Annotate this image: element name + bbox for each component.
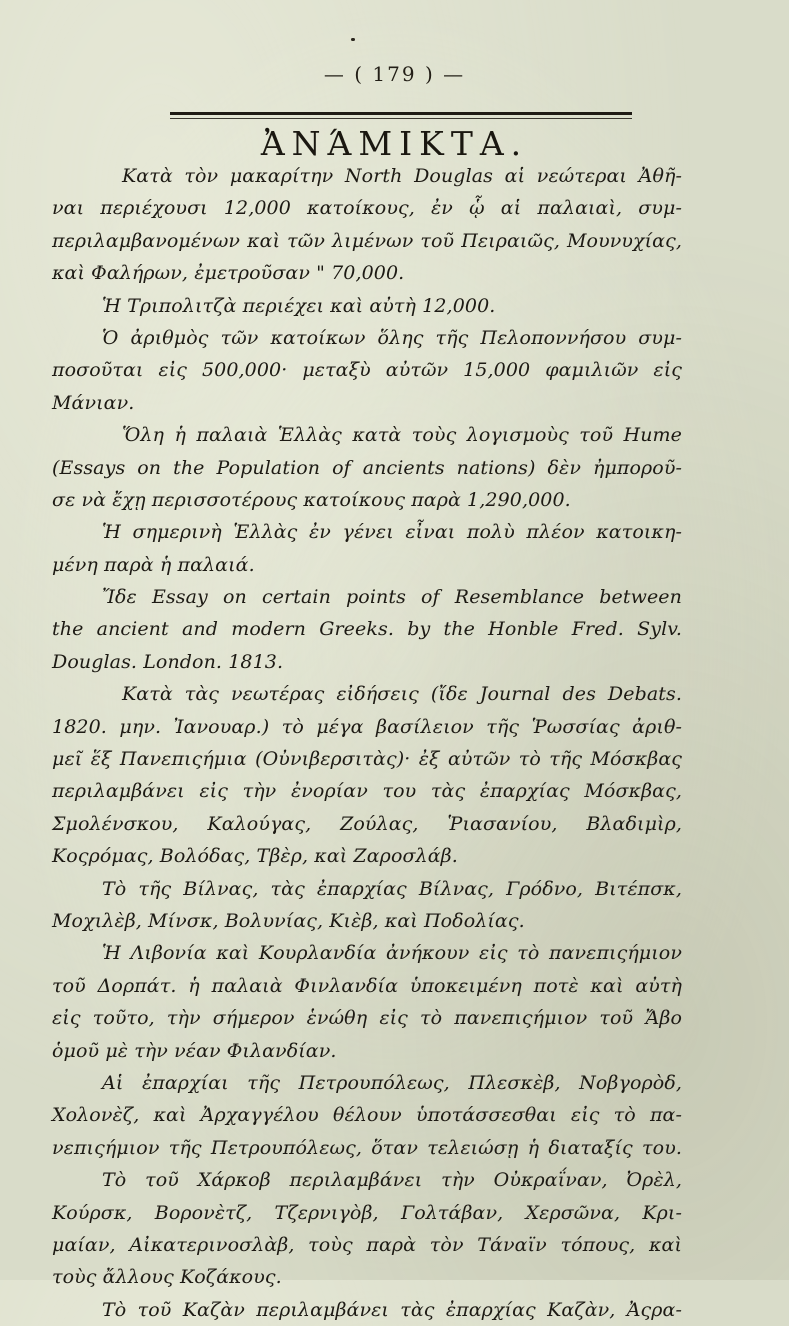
text-line: εἰς τοῦτο, τὴν σήμερον ἑνώθη εἰς τὸ πανεπιςήμιον τοῦ Ἄβο: [52, 1007, 682, 1030]
text-line: the ancient and modern Greeks. by the Honble Fred. Sylv.: [52, 618, 682, 641]
section-title: ἈΝΆΜΙΚΤΑ.: [260, 124, 529, 163]
text-line: ναι περιέχουσι 12,000 κατοίκους, ἐν ᾧ αἱ παλαιαὶ, συμ-: [52, 197, 682, 220]
text-line: Σμολένσκου, Καλούγας, Ζούλας, Ῥιασανίου, Βλαδιμὶρ,: [52, 812, 682, 835]
text-line: Ἴδε Essay on certain points of Resemblance between: [102, 586, 682, 609]
text-line: μαίαν, Αἰκατερινοσλὰβ, τοὺς παρὰ τὸν Τάναϊν τόπους, καὶ: [52, 1233, 682, 1256]
header-rule: [170, 112, 632, 115]
text-line: (Essays on the Population of ancients nations) δὲν ἠμποροῦ-: [52, 456, 682, 479]
text-line: Ὁ ἀριθμὸς τῶν κατοίκων ὅλης τῆς Πελοποννήσου συμ-: [102, 326, 682, 349]
text-line: Μοχιλὲβ, Μίνσκ, Βολυνίας, Κιὲβ, καὶ Ποδολίας.: [52, 909, 525, 932]
text-line: Κούρσκ, Βορονὲτζ, Τζερνιγὸβ, Γολτάβαν, Χερσῶνα, Κρι-: [52, 1201, 682, 1224]
text-line: Ὅλη ἡ παλαιὰ Ἑλλὰς κατὰ τοὺς λογισμοὺς τοῦ Hume: [122, 424, 682, 447]
text-line: Χολονὲζ, καὶ Ἀρχαγγέλου θέλουν ὑποτάσσεσθαι εἰς τὸ πα-: [52, 1104, 682, 1127]
text-line: τοὺς ἄλλους Κοζάκους.: [52, 1266, 282, 1289]
text-line: Τὸ τῆς Βίλνας, τὰς ἐπαρχίας Βίλνας, Γρόδνο, Βιτέπσκ,: [102, 877, 682, 900]
text-line: Κοςρόμας, Βολόδας, Τβὲρ, καὶ Ζαροσλάβ.: [52, 845, 458, 868]
text-line: Ἡ Λιβονία καὶ Κουρλανδία ἀνήκουν εἰς τὸ πανεπιςήμιον: [102, 942, 682, 965]
body-text: [52, 160, 682, 1326]
text-line: σε νὰ ἔχῃ περισσοτέρους κατοίκους παρὰ 1,290,000.: [52, 488, 571, 511]
text-line: περιλαμβανομένων καὶ τῶν λιμένων τοῦ Πειραιῶς, Μουνυχίας,: [52, 229, 682, 252]
text-line: νεπιςήμιον τῆς Πετρουπόλεως, ὅταν τελειώσῃ ἡ διαταξίς του.: [52, 1136, 682, 1159]
ink-speck: [351, 38, 355, 41]
text-line: Ἡ σημερινὴ Ἑλλὰς ἐν γένει εἶναι πολὺ πλέον κατοικη-: [102, 521, 682, 544]
text-line: καὶ Φαλήρων, ἐμετροῦσαν " 70,000.: [52, 262, 405, 285]
text-line: Τὸ τοῦ Χάρκοβ περιλαμβάνει τὴν Οὐκραΐναν, Ὀρὲλ,: [102, 1169, 682, 1192]
text-line: Μάνιαν.: [52, 391, 135, 414]
text-line: Ἡ Τριπολιτζὰ περιέχει καὶ αὐτὴ 12,000.: [102, 294, 496, 317]
text-line: τοῦ Δορπάτ. ἡ παλαιὰ Φινλανδία ὑποκειμένη ποτὲ καὶ αὐτὴ: [52, 974, 682, 997]
text-line: μένη παρὰ ἡ παλαιά.: [52, 553, 255, 576]
text-line: 1820. μην. Ἰανουαρ.) τὸ μέγα βασίλειον τῆς Ῥωσσίας ἀριθ-: [52, 715, 682, 738]
page-number: — ( 179 ) —: [323, 62, 466, 86]
text-line: Τὸ τοῦ Καζὰν περιλαμβάνει τὰς ἐπαρχίας Καζὰν, Ἀςρα-: [102, 1298, 682, 1321]
text-line: ποσοῦται εἰς 500,000· μεταξὺ αὐτῶν 15,000 φαμιλιῶν εἰς: [52, 359, 682, 382]
header-rule-thin: [170, 118, 632, 119]
text-line: Κατὰ τὸν μακαρίτην North Douglas αἱ νεώτεραι Ἀθῆ-: [122, 165, 682, 187]
text-line: περιλαμβάνει εἰς τὴν ἐνορίαν του τὰς ἐπαρχίας Μόσκβας,: [52, 780, 682, 803]
text-line: μεῖ ἕξ Πανεπιςήμια (Οὐνιβερσιτὰς)· ἐξ αὐτῶν τὸ τῆς Μόσκβας: [52, 748, 682, 771]
text-line: Douglas. London. 1813.: [52, 650, 284, 673]
text-line: Κατὰ τὰς νεωτέρας εἰδήσεις (ἴδε Journal des Debats.: [122, 683, 682, 706]
text-line: Αἱ ἐπαρχίαι τῆς Πετρουπόλεως, Πλεσκὲβ, Νοβγορὸδ,: [102, 1071, 682, 1094]
text-line: ὁμοῦ μὲ τὴν νέαν Φιλανδίαν.: [52, 1039, 337, 1062]
